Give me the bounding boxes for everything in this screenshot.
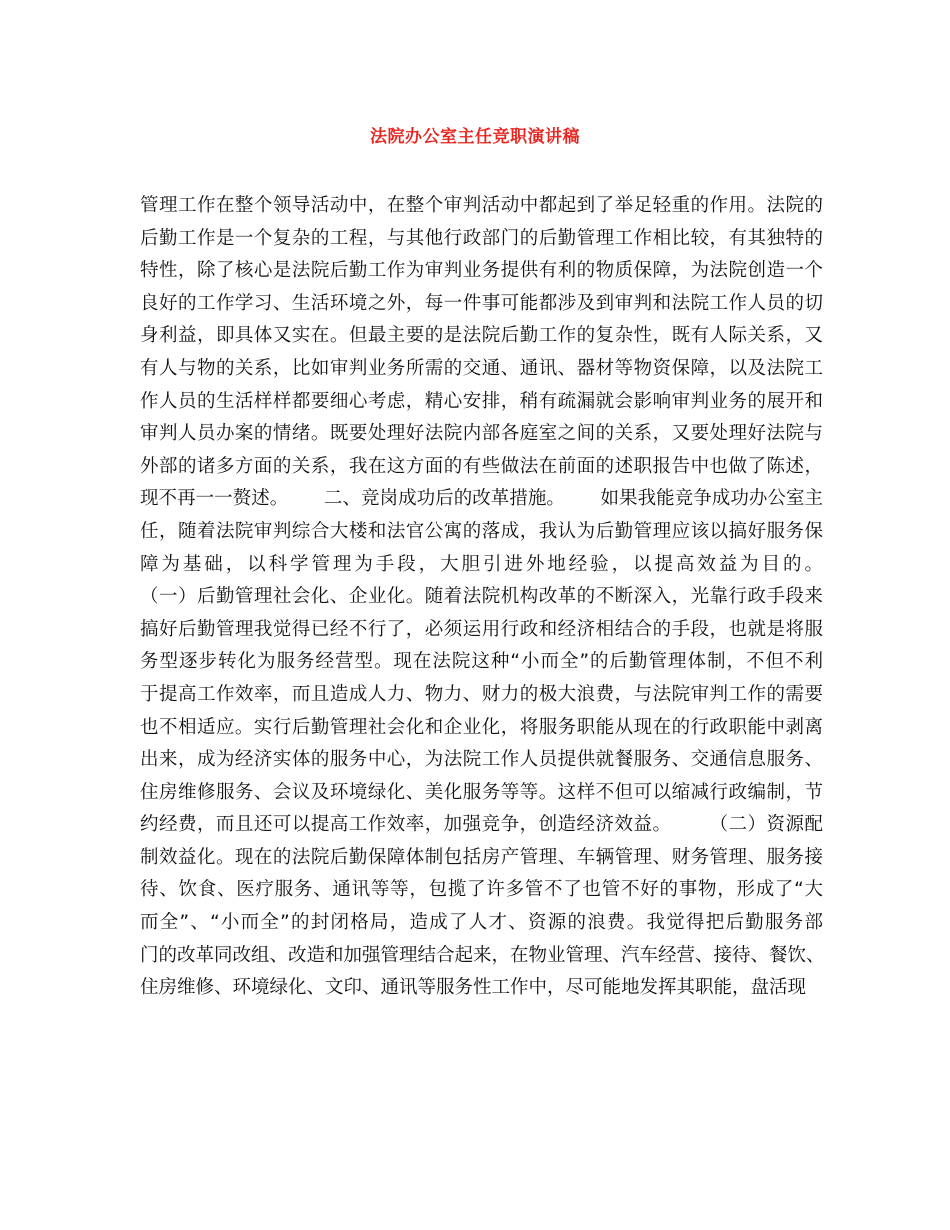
text-line: 约经费，而且还可以提高工作效率，加强竞争，创造经济效益。 （二）资源配 (140, 814, 823, 836)
text-line: 而全”、“小而全”的封闭格局，造成了人才、资源的浪费。我觉得把后勤服务部 (140, 912, 823, 934)
text-line: 待、饮食、医疗服务、通讯等等，包揽了许多管不了也管不好的事物，形成了“大 (140, 879, 823, 901)
text-line: 住房维修、环境绿化、文印、通讯等服务性工作中，尽可能地发挥其职能，盘活现 (140, 977, 807, 999)
text-line: 任，随着法院审判综合大楼和法官公寓的落成，我认为后勤管理应该以搞好服务保 (140, 520, 823, 542)
text-line: 有人与物的关系，比如审判业务所需的交通、通讯、器材等物资保障，以及法院工 (140, 357, 823, 379)
text-line: 障为基础，以科学管理为手段，大胆引进外地经验，以提高效益为目的。 (140, 553, 823, 575)
text-line: 住房维修服务、会议及环境绿化、美化服务等等。这样不但可以缩减行政编制，节 (140, 781, 823, 803)
text-line: 良好的工作学习、生活环境之外，每一件事可能都涉及到审判和法院工作人员的切 (140, 292, 823, 314)
body-paragraph (140, 190, 823, 1005)
text-line: 审判人员办案的情绪。既要处理好法院内部各庭室之间的关系，又要处理好法院与 (140, 423, 823, 445)
text-line: 门的改革同改组、改造和加强管理结合起来，在物业管理、汽车经营、接待、餐饮、 (140, 944, 825, 966)
text-line: 制效益化。现在的法院后勤保障体制包括房产管理、车辆管理、财务管理、服务接 (140, 846, 823, 868)
text-line: 特性，除了核心是法院后勤工作为审判业务提供有利的物质保障，为法院创造一个 (140, 260, 823, 282)
text-line: 搞好后勤管理我觉得已经不行了，必须运用行政和经济相结合的手段，也就是将服 (140, 618, 823, 640)
text-line: 出来，成为经济实体的服务中心，为法院工作人员提供就餐服务、交通信息服务、 (140, 749, 823, 771)
text-line: 管理工作在整个领导活动中，在整个审判活动中都起到了举足轻重的作用。法院的 (140, 195, 823, 216)
text-line: （一）后勤管理社会化、企业化。随着法院机构改革的不断深入，光靠行政手段来 (140, 586, 823, 608)
text-line: 现不再一一赘述。 二、竞岗成功后的改革措施。 如果我能竞争成功办公室主 (140, 488, 823, 510)
text-line: 后勤工作是一个复杂的工程，与其他行政部门的后勤管理工作相比较，有其独特的 (140, 227, 823, 249)
text-line: 外部的诸多方面的关系，我在这方面的有些做法在前面的述职报告中也做了陈述， (140, 455, 823, 477)
text-line: 也不相适应。实行后勤管理社会化和企业化，将服务职能从现在的行政职能中剥离 (140, 716, 823, 738)
text-line: 于提高工作效率，而且造成人力、物力、财力的极大浪费，与法院审判工作的需要 (140, 683, 823, 705)
page-title: 法院办公室主任竞职演讲稿 (370, 127, 580, 147)
text-line: 务型逐步转化为服务经营型。现在法院这种“小而全”的后勤管理体制，不但不利 (140, 651, 823, 673)
text-line: 作人员的生活样样都要细心考虑，精心安排，稍有疏漏就会影响审判业务的展开和 (140, 390, 823, 412)
text-line: 身利益，即具体又实在。但最主要的是法院后勤工作的复杂性，既有人际关系，又 (140, 325, 823, 347)
